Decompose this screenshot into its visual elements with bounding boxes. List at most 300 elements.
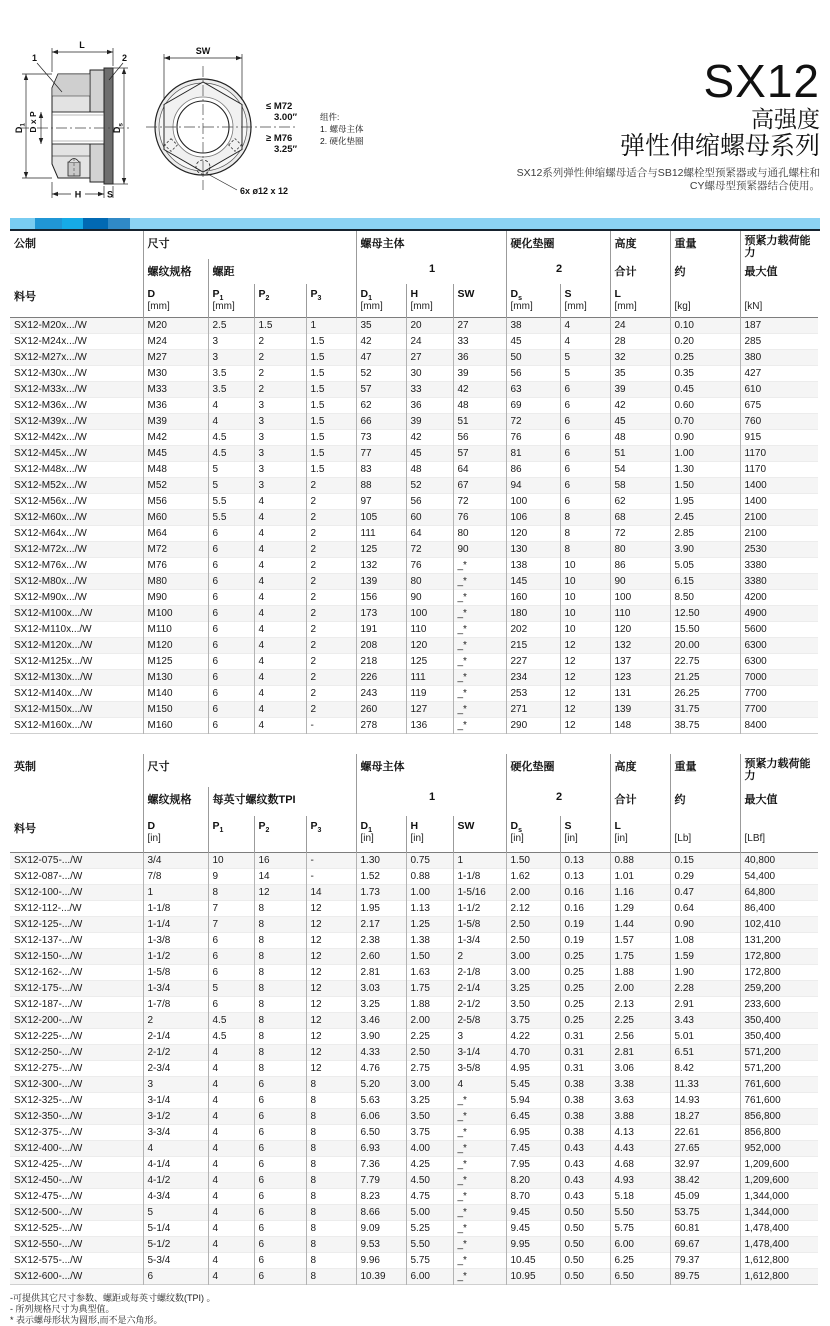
value-cell: 5 <box>143 1205 208 1221</box>
table-row <box>10 702 818 718</box>
value-cell: 120 <box>406 638 453 654</box>
value-cell: _* <box>453 1141 506 1157</box>
table-row <box>10 1029 818 1045</box>
value-cell: 5.75 <box>406 1253 453 1269</box>
value-cell: 2.75 <box>406 1061 453 1077</box>
value-cell: 3.75 <box>506 1013 560 1029</box>
value-cell: 0.38 <box>560 1109 610 1125</box>
value-cell: 67 <box>453 478 506 494</box>
value-cell: 22.75 <box>670 654 740 670</box>
value-cell: 56 <box>506 366 560 382</box>
part-number-cell: SX12-112-.../W <box>10 901 143 917</box>
value-cell: 15.50 <box>670 622 740 638</box>
value-cell: 42 <box>610 398 670 414</box>
value-cell: 4.00 <box>406 1141 453 1157</box>
value-cell: 0.25 <box>560 981 610 997</box>
value-cell: 3 <box>208 350 254 366</box>
value-cell: 10 <box>560 622 610 638</box>
value-cell: 127 <box>406 702 453 718</box>
value-cell: 2.91 <box>670 997 740 1013</box>
value-cell: M110 <box>143 622 208 638</box>
value-cell: 8 <box>306 1237 356 1253</box>
value-cell: 90 <box>406 590 453 606</box>
value-cell: 8 <box>254 997 306 1013</box>
value-cell: 68 <box>610 510 670 526</box>
value-cell: 21.25 <box>670 670 740 686</box>
value-cell: 1.5 <box>306 366 356 382</box>
value-cell: 5.18 <box>610 1189 670 1205</box>
value-cell: 6 <box>208 997 254 1013</box>
table-row <box>10 997 818 1013</box>
height-group-label: 高度 <box>610 231 670 259</box>
value-cell: 1.25 <box>406 917 453 933</box>
column-header: [kN] <box>740 284 818 318</box>
table-row <box>10 574 818 590</box>
value-cell: 3.03 <box>356 981 406 997</box>
value-cell: 2 <box>254 334 306 350</box>
value-cell: 3 <box>254 414 306 430</box>
value-cell: 2.00 <box>610 981 670 997</box>
unit-system-label: 英制 <box>14 761 36 773</box>
value-cell: M45 <box>143 446 208 462</box>
value-cell: 10 <box>560 574 610 590</box>
value-cell: M160 <box>143 718 208 734</box>
value-cell: 10 <box>560 590 610 606</box>
value-cell: _* <box>453 574 506 590</box>
value-cell: 111 <box>406 670 453 686</box>
value-cell: 10.95 <box>506 1269 560 1285</box>
part-number-cell: SX12-M90x.../W <box>10 590 143 606</box>
column-header: L [in] <box>610 816 670 853</box>
value-cell: 1.5 <box>254 318 306 334</box>
value-cell: 234 <box>506 670 560 686</box>
value-cell: 45 <box>406 446 453 462</box>
value-cell: 7000 <box>740 670 818 686</box>
value-cell: 1.00 <box>670 446 740 462</box>
value-cell: 2100 <box>740 510 818 526</box>
value-cell: 202 <box>506 622 560 638</box>
value-cell: 4 <box>254 558 306 574</box>
value-cell: 51 <box>453 414 506 430</box>
value-cell: 0.43 <box>560 1173 610 1189</box>
value-cell: 12 <box>560 686 610 702</box>
value-cell: 10 <box>208 853 254 869</box>
part-number-cell: SX12-350-.../W <box>10 1109 143 1125</box>
value-cell: 2.13 <box>610 997 670 1013</box>
value-cell: 4 <box>208 1253 254 1269</box>
value-cell: 4 <box>254 670 306 686</box>
value-cell: 4 <box>143 1141 208 1157</box>
table-row <box>10 1061 818 1077</box>
dim-label-dxp: D x P <box>28 111 38 133</box>
table-row <box>10 869 818 885</box>
value-cell: 14 <box>254 869 306 885</box>
value-cell: 4 <box>208 1061 254 1077</box>
value-cell: 3.43 <box>670 1013 740 1029</box>
value-cell: 56 <box>406 494 453 510</box>
value-cell: 90 <box>453 542 506 558</box>
value-cell: 132 <box>610 638 670 654</box>
value-cell: 7 <box>208 901 254 917</box>
imperial-table <box>10 754 818 1285</box>
value-cell: 8 <box>306 1109 356 1125</box>
value-cell: 39 <box>406 414 453 430</box>
value-cell: 2100 <box>740 526 818 542</box>
value-cell: 952,000 <box>740 1141 818 1157</box>
value-cell: 4900 <box>740 606 818 622</box>
value-cell: 6 <box>254 1141 306 1157</box>
value-cell: 4 <box>208 1093 254 1109</box>
value-cell: 2.25 <box>406 1029 453 1045</box>
value-cell: 8 <box>254 917 306 933</box>
value-cell: 64 <box>453 462 506 478</box>
value-cell: 2 <box>254 382 306 398</box>
value-cell: 4 <box>254 718 306 734</box>
value-cell: 278 <box>356 718 406 734</box>
table-row <box>10 1077 818 1093</box>
value-cell: 2.45 <box>670 510 740 526</box>
value-cell: 2 <box>306 654 356 670</box>
value-cell: 12 <box>560 654 610 670</box>
value-cell: 8 <box>306 1269 356 1285</box>
part-number-cell: SX12-M60x.../W <box>10 510 143 526</box>
value-cell: 0.25 <box>560 965 610 981</box>
value-cell: 2 <box>254 350 306 366</box>
column-header: H [in] <box>406 816 453 853</box>
value-cell: 0.31 <box>560 1061 610 1077</box>
part-number-cell: SX12-M30x.../W <box>10 366 143 382</box>
column-header: S [in] <box>560 816 610 853</box>
size-group-label: 尺寸 <box>143 754 356 787</box>
value-cell: 233,600 <box>740 997 818 1013</box>
value-cell: _* <box>453 702 506 718</box>
value-cell: _* <box>453 1189 506 1205</box>
value-cell: 36 <box>406 398 453 414</box>
table-row <box>10 1093 818 1109</box>
value-cell: 5.25 <box>406 1221 453 1237</box>
component-item-1: 1. 螺母主体 <box>320 124 364 134</box>
value-cell: 1.5 <box>306 446 356 462</box>
subtitle-strength: 高强度 <box>751 106 820 132</box>
table-row <box>10 510 818 526</box>
value-cell: 4.76 <box>356 1061 406 1077</box>
value-cell: 4 <box>254 606 306 622</box>
product-description <box>517 167 820 193</box>
value-cell: 7700 <box>740 686 818 702</box>
value-cell: 10.45 <box>506 1253 560 1269</box>
column-header: [LBf] <box>740 816 818 853</box>
value-cell: 1.30 <box>356 853 406 869</box>
value-cell: 4.25 <box>406 1157 453 1173</box>
value-cell: 8 <box>254 1013 306 1029</box>
value-cell: 45 <box>506 334 560 350</box>
part-number-cell: SX12-500-.../W <box>10 1205 143 1221</box>
value-cell: 2 <box>306 686 356 702</box>
value-cell: 8400 <box>740 718 818 734</box>
value-cell: 4 <box>560 318 610 334</box>
value-cell: 1-1/2 <box>453 901 506 917</box>
value-cell: 88 <box>356 478 406 494</box>
value-cell: 42 <box>406 430 453 446</box>
value-cell: 4 <box>208 1205 254 1221</box>
value-cell: 1-5/8 <box>453 917 506 933</box>
value-cell: 0.25 <box>670 350 740 366</box>
value-cell: 4 <box>208 1157 254 1173</box>
column-header: SW <box>453 284 506 318</box>
value-cell: 0.16 <box>560 885 610 901</box>
value-cell: 97 <box>356 494 406 510</box>
value-cell: 1 <box>453 853 506 869</box>
part-number-cell: SX12-087-.../W <box>10 869 143 885</box>
value-cell: 6 <box>208 702 254 718</box>
value-cell: 72 <box>610 526 670 542</box>
value-cell: _* <box>453 606 506 622</box>
value-cell: 8 <box>254 1029 306 1045</box>
dim-label-h: H <box>74 189 82 200</box>
value-cell: _* <box>453 1237 506 1253</box>
value-cell: 6 <box>560 494 610 510</box>
part-number-column-label: 料号 <box>14 291 36 303</box>
value-cell: 2-1/2 <box>453 997 506 1013</box>
value-cell: 12 <box>306 1029 356 1045</box>
value-cell: 760 <box>740 414 818 430</box>
holes-label: 6x ø12 x 12 <box>240 186 289 196</box>
value-cell: 6 <box>254 1205 306 1221</box>
value-cell: 6 <box>208 949 254 965</box>
value-cell: 1-1/2 <box>143 949 208 965</box>
value-cell: 6 <box>254 1253 306 1269</box>
value-cell: 6.93 <box>356 1141 406 1157</box>
value-cell: M42 <box>143 430 208 446</box>
value-cell: M39 <box>143 414 208 430</box>
part-number-cell: SX12-M36x.../W <box>10 398 143 414</box>
value-cell: 2 <box>306 622 356 638</box>
value-cell: 7 <box>208 917 254 933</box>
value-cell: 3 <box>254 478 306 494</box>
value-cell: 2 <box>306 606 356 622</box>
value-cell: 5.94 <box>506 1093 560 1109</box>
value-cell: 0.90 <box>670 430 740 446</box>
value-cell: 0.50 <box>560 1221 610 1237</box>
spacer-cell <box>10 787 143 816</box>
column-header: $D_s$ [in] <box>506 816 560 853</box>
value-cell: 8 <box>208 885 254 901</box>
value-cell: 3-1/4 <box>143 1093 208 1109</box>
value-cell: 2 <box>306 702 356 718</box>
value-cell: 156 <box>356 590 406 606</box>
preload-group-label: 预紧力载荷能力 <box>740 754 818 787</box>
part-number-cell: SX12-M45x.../W <box>10 446 143 462</box>
value-cell: 3 <box>254 430 306 446</box>
value-cell: 3.38 <box>610 1077 670 1093</box>
value-cell: M125 <box>143 654 208 670</box>
table-row <box>10 933 818 949</box>
value-cell: 1,209,600 <box>740 1173 818 1189</box>
column-header: SW <box>453 816 506 853</box>
value-cell: 12 <box>306 1061 356 1077</box>
value-cell: 3.25 <box>356 997 406 1013</box>
part-number-cell: SX12-425-.../W <box>10 1157 143 1173</box>
value-cell: 6 <box>208 558 254 574</box>
value-cell: 1-3/4 <box>453 933 506 949</box>
part-number-cell: SX12-375-.../W <box>10 1125 143 1141</box>
value-cell: 3.90 <box>670 542 740 558</box>
value-cell: 0.75 <box>406 853 453 869</box>
value-cell: 1.30 <box>670 462 740 478</box>
value-cell: 36 <box>453 350 506 366</box>
value-cell: 4 <box>254 574 306 590</box>
preload-sub-label: 最大值 <box>740 259 818 284</box>
value-cell: 48 <box>406 462 453 478</box>
value-cell: 2-5/8 <box>453 1013 506 1029</box>
value-cell: 5.63 <box>356 1093 406 1109</box>
table-row <box>10 1157 818 1173</box>
table-row <box>10 558 818 574</box>
value-cell: 2-1/4 <box>143 1029 208 1045</box>
value-cell: 4-1/4 <box>143 1157 208 1173</box>
column-header: $D_s$ [mm] <box>506 284 560 318</box>
value-cell: 45 <box>610 414 670 430</box>
value-cell: 6.00 <box>406 1269 453 1285</box>
value-cell: M48 <box>143 462 208 478</box>
value-cell: 6 <box>560 398 610 414</box>
value-cell: 2530 <box>740 542 818 558</box>
description-line-2: CY螺母型预紧器结合使用。 <box>689 180 820 192</box>
value-cell: 2.85 <box>670 526 740 542</box>
value-cell: 16 <box>254 853 306 869</box>
value-cell: M120 <box>143 638 208 654</box>
value-cell: 7700 <box>740 702 818 718</box>
value-cell: 915 <box>740 430 818 446</box>
value-cell: 11.33 <box>670 1077 740 1093</box>
value-cell: 3.75 <box>406 1125 453 1141</box>
part-number-cell: SX12-M48x.../W <box>10 462 143 478</box>
table-row <box>10 398 818 414</box>
value-cell: 243 <box>356 686 406 702</box>
value-cell: 8 <box>306 1141 356 1157</box>
part-number-cell: SX12-M130x.../W <box>10 670 143 686</box>
part-number-cell: SX12-150-.../W <box>10 949 143 965</box>
value-cell: 260 <box>356 702 406 718</box>
value-cell: 6 <box>560 478 610 494</box>
value-cell: 3-3/4 <box>143 1125 208 1141</box>
value-cell: 4 <box>208 1269 254 1285</box>
value-cell: 6 <box>254 1269 306 1285</box>
spacer-cell <box>10 259 143 284</box>
value-cell: 60 <box>406 510 453 526</box>
part-number-cell: SX12-M72x.../W <box>10 542 143 558</box>
value-cell: 0.43 <box>560 1157 610 1173</box>
table-row <box>10 622 818 638</box>
value-cell: 3.63 <box>610 1093 670 1109</box>
value-cell: 0.10 <box>670 318 740 334</box>
value-cell: 57 <box>356 382 406 398</box>
value-cell: 856,800 <box>740 1125 818 1141</box>
value-cell: _* <box>453 1157 506 1173</box>
value-cell: 1-1/4 <box>143 917 208 933</box>
value-cell: 0.90 <box>670 917 740 933</box>
value-cell: 8.70 <box>506 1189 560 1205</box>
value-cell: 5.00 <box>406 1205 453 1221</box>
value-cell: 8.20 <box>506 1173 560 1189</box>
part-number-cell: SX12-M160x.../W <box>10 718 143 734</box>
value-cell: 2.60 <box>356 949 406 965</box>
table-row <box>10 542 818 558</box>
value-cell: 5.01 <box>670 1029 740 1045</box>
value-cell: 38 <box>506 318 560 334</box>
value-cell: M24 <box>143 334 208 350</box>
value-cell: 1-3/8 <box>143 933 208 949</box>
value-cell: 4.68 <box>610 1157 670 1173</box>
component-item-2: 2. 硬化垫圈 <box>320 136 364 146</box>
value-cell: _* <box>453 654 506 670</box>
value-cell: 4 <box>254 526 306 542</box>
value-cell: 80 <box>406 574 453 590</box>
value-cell: 40,800 <box>740 853 818 869</box>
value-cell: 8 <box>560 542 610 558</box>
value-cell: 259,200 <box>740 981 818 997</box>
part-number-cell: SX12-300-.../W <box>10 1077 143 1093</box>
value-cell: 8 <box>306 1093 356 1109</box>
table-row <box>10 1045 818 1061</box>
value-cell: 1.73 <box>356 885 406 901</box>
value-cell: 12 <box>306 901 356 917</box>
value-cell: M20 <box>143 318 208 334</box>
value-cell: 76 <box>506 430 560 446</box>
table-row <box>10 670 818 686</box>
value-cell: 132 <box>356 558 406 574</box>
value-cell: 1,612,800 <box>740 1253 818 1269</box>
table-row <box>10 382 818 398</box>
value-cell: 106 <box>506 510 560 526</box>
value-cell: 1 <box>143 885 208 901</box>
value-cell: 6 <box>208 654 254 670</box>
thread-spec-label: 螺纹规格 <box>143 787 208 816</box>
size-range-m76: ≥ M76 <box>266 133 293 144</box>
value-cell: 3/4 <box>143 853 208 869</box>
table-row <box>10 1237 818 1253</box>
washer-section <box>104 68 113 184</box>
value-cell: 4.5 <box>208 430 254 446</box>
value-cell: _* <box>453 558 506 574</box>
value-cell: 0.45 <box>670 382 740 398</box>
column-header: L [mm] <box>610 284 670 318</box>
value-cell: 8 <box>254 933 306 949</box>
value-cell: 761,600 <box>740 1077 818 1093</box>
value-cell: 6.51 <box>670 1045 740 1061</box>
value-cell: 8.42 <box>670 1061 740 1077</box>
value-cell: 5-1/4 <box>143 1221 208 1237</box>
table-row <box>10 901 818 917</box>
value-cell: 6 <box>254 1077 306 1093</box>
value-cell: 111 <box>356 526 406 542</box>
size-group-label: 尺寸 <box>143 231 356 259</box>
value-cell: 12 <box>306 933 356 949</box>
value-cell: 1,209,600 <box>740 1157 818 1173</box>
value-cell: 6.00 <box>610 1237 670 1253</box>
value-cell: 48 <box>453 398 506 414</box>
part-number-cell: SX12-137-.../W <box>10 933 143 949</box>
nut-front-view <box>146 46 298 196</box>
value-cell: 8 <box>306 1253 356 1269</box>
value-cell: 4.70 <box>506 1045 560 1061</box>
value-cell: 6 <box>143 1269 208 1285</box>
value-cell: 100 <box>610 590 670 606</box>
column-header: $D_1$ [mm] <box>356 284 406 318</box>
value-cell: 8 <box>306 1125 356 1141</box>
value-cell: 89.75 <box>670 1269 740 1285</box>
value-cell: 9.96 <box>356 1253 406 1269</box>
